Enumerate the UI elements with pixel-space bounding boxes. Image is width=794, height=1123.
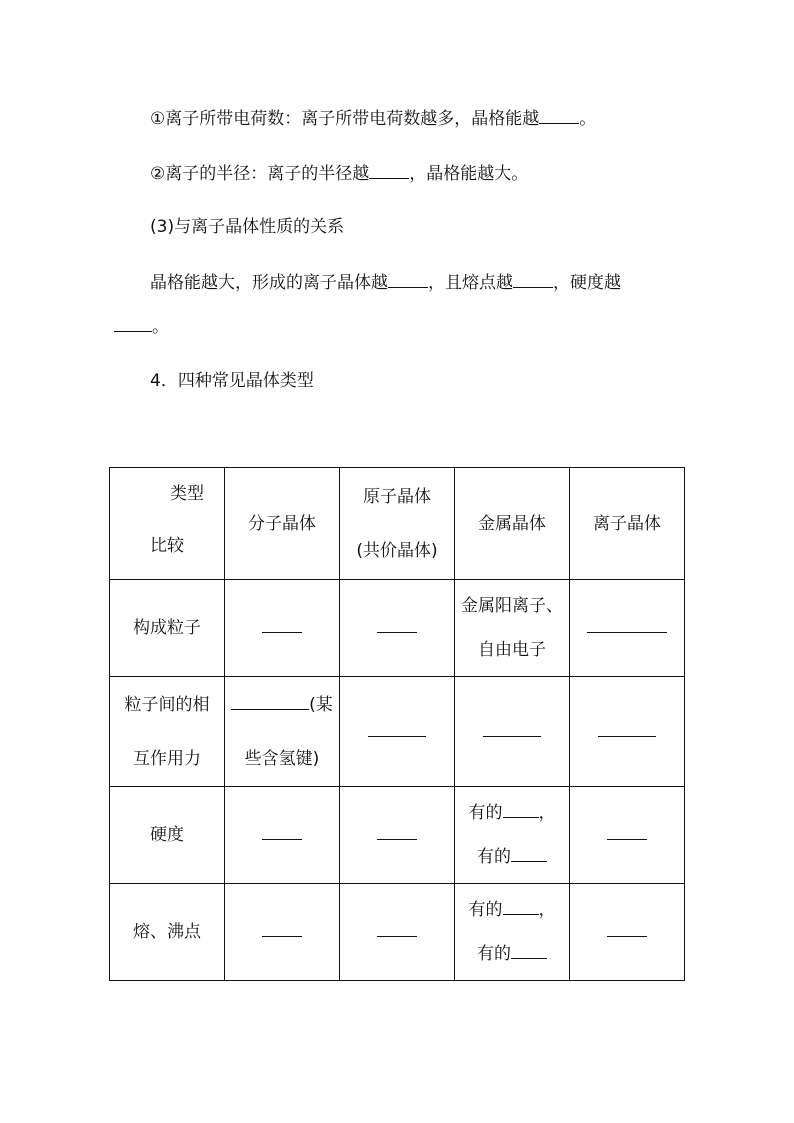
paragraph-text: ，且熔点越 bbox=[428, 273, 513, 293]
paragraph-text: ①离子所带电荷数：离子所带电荷数越多，晶格能越 bbox=[150, 109, 540, 129]
table-row bbox=[110, 580, 685, 677]
header-atomic-crystal bbox=[340, 468, 455, 580]
table-cell bbox=[570, 787, 685, 884]
fill-blank bbox=[262, 823, 302, 840]
fill-blank bbox=[114, 315, 152, 332]
cell-text: ， bbox=[538, 900, 556, 920]
cell-text: 自由电子 bbox=[478, 640, 546, 660]
fill-blank bbox=[539, 107, 579, 124]
table-cell bbox=[340, 580, 455, 677]
table-row bbox=[110, 677, 685, 787]
paragraph-charge bbox=[150, 107, 596, 130]
row-label: 硬度 bbox=[110, 787, 225, 884]
fill-blank bbox=[503, 898, 539, 915]
row-label: 互作用力 bbox=[133, 748, 201, 769]
table-cell bbox=[225, 677, 340, 787]
table-row bbox=[110, 787, 685, 884]
table-cell bbox=[455, 677, 570, 787]
fill-blank bbox=[511, 942, 547, 959]
fill-blank bbox=[607, 823, 647, 840]
table-cell bbox=[225, 787, 340, 884]
corner-label-compare: 比较 bbox=[150, 536, 184, 556]
header-text: (共价晶体) bbox=[356, 540, 438, 561]
paragraph-text: 。 bbox=[152, 317, 169, 337]
paragraph-properties-line1 bbox=[150, 271, 621, 294]
header-ionic-crystal: 离子晶体 bbox=[570, 468, 685, 580]
fill-blank bbox=[511, 845, 547, 862]
table-cell bbox=[340, 884, 455, 981]
fill-blank bbox=[388, 271, 428, 288]
table-cell bbox=[455, 787, 570, 884]
cell-text: (某 bbox=[309, 694, 333, 715]
cell-text: 有的 bbox=[468, 900, 503, 920]
table-cell bbox=[455, 580, 570, 677]
crystal-types-table bbox=[109, 467, 685, 981]
paragraph-properties-line2 bbox=[114, 315, 169, 338]
table-cell bbox=[340, 677, 455, 787]
fill-blank bbox=[377, 920, 417, 937]
cell-text: 有的 bbox=[477, 847, 511, 867]
cell-text: 有的 bbox=[477, 944, 511, 964]
fill-blank bbox=[598, 720, 656, 737]
cell-text: 金属阳离子、 bbox=[461, 596, 563, 616]
row-label: 熔、沸点 bbox=[110, 884, 225, 981]
fill-blank bbox=[231, 693, 309, 710]
fill-blank bbox=[607, 920, 647, 937]
header-corner-cell bbox=[110, 468, 225, 580]
fill-blank bbox=[483, 720, 541, 737]
fill-blank bbox=[368, 720, 426, 737]
table-row bbox=[110, 884, 685, 981]
table-cell bbox=[225, 580, 340, 677]
table-cell bbox=[570, 884, 685, 981]
header-metallic-crystal: 金属晶体 bbox=[455, 468, 570, 580]
fill-blank bbox=[377, 823, 417, 840]
fill-blank bbox=[513, 271, 553, 288]
table-cell bbox=[225, 884, 340, 981]
header-molecular-crystal: 分子晶体 bbox=[225, 468, 340, 580]
section-heading bbox=[150, 370, 314, 392]
table-header-row bbox=[110, 468, 685, 580]
paragraph-text: ②离子的半径：离子的半径越 bbox=[150, 164, 370, 184]
table-cell bbox=[570, 677, 685, 787]
header-text: 原子晶体 bbox=[363, 486, 431, 507]
fill-blank bbox=[262, 616, 302, 633]
paragraph-text: ，晶格能越大。 bbox=[409, 164, 529, 184]
fill-blank bbox=[369, 162, 409, 179]
paragraph-radius bbox=[150, 162, 528, 185]
paragraph-text: 。 bbox=[579, 109, 597, 129]
subheading-text: (3)与离子晶体性质的关系 bbox=[150, 217, 345, 237]
cell-text: 些含氢键) bbox=[244, 748, 320, 769]
cell-text: ， bbox=[538, 803, 556, 823]
corner-label-type: 类型 bbox=[170, 484, 204, 504]
paragraph-text: ，硬度越 bbox=[553, 273, 621, 293]
paragraph-text: 晶格能越大，形成的离子晶体越 bbox=[150, 273, 388, 293]
table-cell bbox=[570, 580, 685, 677]
fill-blank bbox=[587, 616, 667, 633]
fill-blank bbox=[377, 616, 417, 633]
fill-blank bbox=[262, 920, 302, 937]
paragraph-subheading bbox=[150, 216, 344, 238]
fill-blank bbox=[503, 801, 539, 818]
row-label: 构成粒子 bbox=[110, 580, 225, 677]
cell-text: 有的 bbox=[468, 803, 503, 823]
table-cell bbox=[340, 787, 455, 884]
row-label: 粒子间的相 bbox=[124, 694, 210, 715]
section-heading-text: 4．四种常见晶体类型 bbox=[150, 371, 314, 391]
table-cell bbox=[455, 884, 570, 981]
row-label-cell bbox=[110, 677, 225, 787]
